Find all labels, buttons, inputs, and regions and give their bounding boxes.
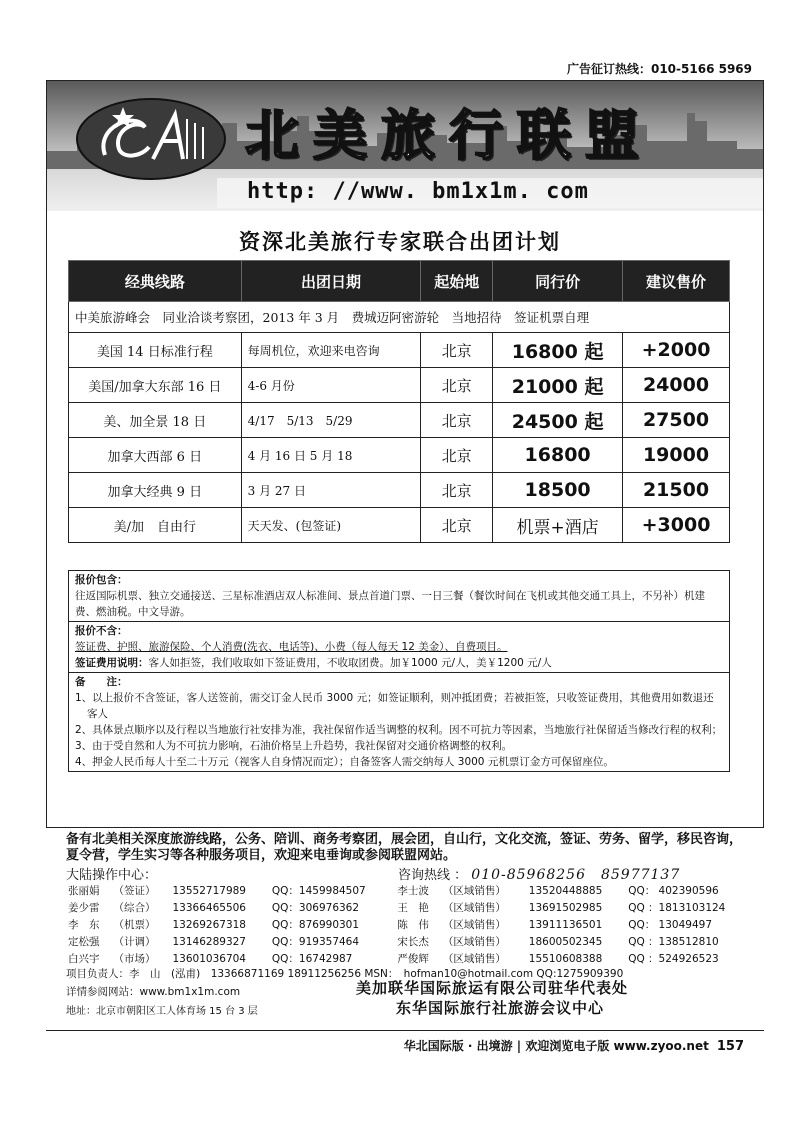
contact-name: 定松强 (68, 936, 100, 948)
contact-role: （机票） (113, 919, 156, 931)
table-row (69, 473, 730, 508)
contact-phone: 13146289327 (172, 935, 246, 948)
remark-item: 3、由于受自然和人为不可抗力影响，石油价格呈上升趋势，我社保留对交通价格调整的权利。 (75, 740, 513, 752)
contact-qq: QQ：306976362 (271, 902, 360, 914)
contact-name: 李 东 (68, 919, 100, 931)
remark-item: 2、具体景点顺序以及行程以当地旅行社安排为准，我社保留作适当调整的权利。因不可抗力等因素，当地旅行社保留适当修改行程的权利； (75, 724, 723, 736)
contact-name: 王 艳 (397, 902, 429, 914)
contact-role: （区域销售） (442, 953, 506, 965)
footer-divider (46, 1030, 764, 1031)
contact-role: （综合） (113, 902, 156, 914)
remark-item: 1、以上报价不含签证，客人送签前，需交订金人民币 3000 元；如签证顺利，则冲抵团费；若被拒签，只收签证费用，其他费用如数退还客人 (75, 692, 714, 720)
table-row (69, 403, 730, 438)
table-row (69, 333, 730, 368)
brand-title: 北美旅行联盟 (245, 103, 653, 167)
contact-row (66, 916, 756, 933)
contact-phone: 13911136501 (528, 918, 603, 931)
contact-row (66, 933, 756, 950)
peer-price: 18500 (493, 473, 623, 508)
contact-name: 张丽娟 (68, 885, 100, 897)
contact-list (66, 882, 756, 967)
office-line-2: 东华国际旅行社旅游会议中心 (396, 999, 605, 1017)
contact-qq: QQ：876990301 (271, 919, 360, 931)
remarks (69, 673, 729, 771)
contact-role: （区域销售） (442, 936, 506, 948)
contact-qq: QQ： 13049497 (628, 919, 712, 931)
contact-name: 李士波 (397, 885, 429, 897)
visa-text: 客人如拒签，我们收取如下签证费用，不收取团费。加￥1000 元/人，美￥1200 元/人 (148, 657, 552, 669)
peer-price: 16800 起 (493, 333, 623, 368)
departure-date: 4-6 月份 (241, 368, 421, 403)
header-suggested-price: 建议售价 (623, 261, 730, 302)
origin: 北京 (421, 403, 493, 438)
contact-qq: QQ ：1813103124 (628, 902, 726, 914)
remark-item: 4、押金人民币每人十至二十万元（视客人自身情况而定）；自备签客人需交纳每人 3000 元机票订金方可保留座位。 (75, 756, 614, 768)
contact-qq: QQ：919357464 (271, 936, 360, 948)
route-name: 加拿大经典 9 日 (69, 473, 242, 508)
contact-role: （区域销售） (442, 902, 506, 914)
peer-price: 21000 起 (493, 368, 623, 403)
peer-price: 16800 (493, 438, 623, 473)
route-name: 美、加全景 18 日 (69, 403, 242, 438)
suggested-price: 24000 (623, 368, 730, 403)
contact-name: 陈 伟 (397, 919, 429, 931)
departure-date: 3 月 27 日 (241, 473, 421, 508)
peer-price: 机票+酒店 (493, 508, 623, 543)
remarks-title: 备 注： (75, 676, 128, 688)
contact-phone: 13520448885 (528, 884, 603, 897)
logo-icon (75, 97, 227, 181)
intro-text: 中美旅游峰会 同业洽谈考察团，2013 年 3 月 费城迈阿密游轮 当地招待 签证机票自理 (69, 302, 730, 333)
footer-text: 华北国际版 · 出境游 | 欢迎浏览电子版 www.zyoo.net (403, 1039, 709, 1053)
consult-hotline (398, 864, 680, 884)
contact-name: 姜少雷 (68, 902, 100, 914)
price-notes (68, 570, 730, 772)
origin: 北京 (421, 508, 493, 543)
contact-name: 白兴宇 (68, 953, 100, 965)
departure-date: 4/17 5/13 5/29 (241, 403, 421, 438)
contact-row (66, 950, 756, 967)
office-line-1: 美加联华国际旅运有限公司驻华代表处 (356, 979, 629, 997)
page-subtitle: 资深北美旅行专家联合出团计划 (239, 229, 561, 254)
suggested-price: +3000 (623, 508, 730, 543)
detail-website[interactable]: 详情参阅网站：www.bm1x1m.com (66, 986, 241, 998)
header-date: 出团日期 (241, 261, 421, 302)
contact-qq: QQ：16742987 (271, 953, 353, 965)
contact-qq: QQ ：138512810 (628, 936, 719, 948)
contact-role: （市场） (113, 953, 156, 965)
origin: 北京 (421, 368, 493, 403)
visa-title: 签证费用说明： (75, 657, 149, 669)
excludes-title: 报价不含： (75, 625, 128, 637)
table-row (69, 508, 730, 543)
tour-plan-table (68, 260, 730, 543)
page-number: 157 (716, 1039, 744, 1054)
header-route: 经典线路 (69, 261, 242, 302)
departure-date: 每周机位，欢迎来电咨询 (241, 333, 421, 368)
includes-title: 报价包含： (75, 574, 128, 586)
route-name: 美国 14 日标准行程 (69, 333, 242, 368)
contact-phone: 13552717989 (172, 884, 246, 897)
departure-date: 天天发、(包签证) (241, 508, 421, 543)
contact-phone: 15510608388 (528, 952, 603, 965)
price-includes (69, 571, 729, 622)
table-row (69, 368, 730, 403)
office-names (356, 978, 628, 1018)
banner (47, 81, 763, 211)
contact-role: （区域销售） (442, 885, 506, 897)
origin: 北京 (421, 473, 493, 508)
address: 地址：北京市朝阳区工人体育场 15 台 3 层 (66, 1006, 258, 1017)
suggested-price: 19000 (623, 438, 730, 473)
contact-name: 严俊辉 (397, 953, 429, 965)
contact-phone: 13366465506 (172, 901, 246, 914)
route-name: 美/加 自由行 (69, 508, 242, 543)
includes-text: 往返国际机票、独立交通接送、三星标准酒店双人标准间、景点首道门票、一日三餐（餐饮时间在飞机或其他交通工具上，不另补）机建费、燃油税。中文导游。 (75, 590, 705, 618)
intro-row (69, 302, 730, 333)
contact-phone: 18600502345 (528, 935, 603, 948)
ad-hotline: 广告征订热线：010-5166 5969 (566, 62, 752, 76)
website-url[interactable]: http: //www. bm1x1m. com (247, 179, 589, 204)
departure-date: 4 月 16 日 5 月 18 (241, 438, 421, 473)
operations-center-title: 大陆操作中心： (66, 868, 158, 883)
contact-role: （签证） (113, 885, 156, 897)
contact-phone: 13691502985 (528, 901, 603, 914)
excludes-text: 签证费、护照、旅游保险、个人消费(洗衣、电话等)、小费（每人每天 12 美金）、自费项目。 (75, 641, 508, 653)
suggested-price: +2000 (623, 333, 730, 368)
contact-row (66, 882, 756, 899)
price-excludes (69, 622, 729, 673)
contact-row (66, 899, 756, 916)
origin: 北京 (421, 438, 493, 473)
route-name: 加拿大西部 6 日 (69, 438, 242, 473)
hotline-label: 咨询热线 ： (398, 868, 468, 883)
header-origin: 起始地 (421, 261, 493, 302)
header-peer-price: 同行价 (493, 261, 623, 302)
route-name: 美国/加拿大东部 16 日 (69, 368, 242, 403)
hotline-numbers: 010-85968256 85977137 (471, 867, 681, 883)
table-row (69, 438, 730, 473)
contact-role: （计调） (113, 936, 156, 948)
table-header-row (69, 261, 730, 302)
peer-price: 24500 起 (493, 403, 623, 438)
contact-name: 宋长杰 (397, 936, 429, 948)
project-manager: 项目负责人：李 山 (泓甫) 13366871169 18911256256 MSN： hofman10@hotmail.com QQ:1275909390 (66, 968, 624, 980)
suggested-price: 27500 (623, 403, 730, 438)
contact-phone: 13269267318 (172, 918, 246, 931)
page-footer (404, 1037, 744, 1054)
contact-phone: 13601036704 (172, 952, 246, 965)
contact-qq: QQ：1459984507 (271, 885, 366, 897)
services-text: 备有北美相关深度旅游线路，公务、陪训、商务考察团，展会团，自山行，文化交流，签证、劳务、留学，移民咨询，夏令营，学生实习等各种服务项目，欢迎来电垂询或参阅联盟网站。 (66, 832, 743, 863)
origin: 北京 (421, 333, 493, 368)
contact-qq: QQ： 402390596 (628, 885, 719, 897)
suggested-price: 21500 (623, 473, 730, 508)
contact-qq: QQ ：524926523 (628, 953, 719, 965)
contact-role: （区域销售） (442, 919, 506, 931)
